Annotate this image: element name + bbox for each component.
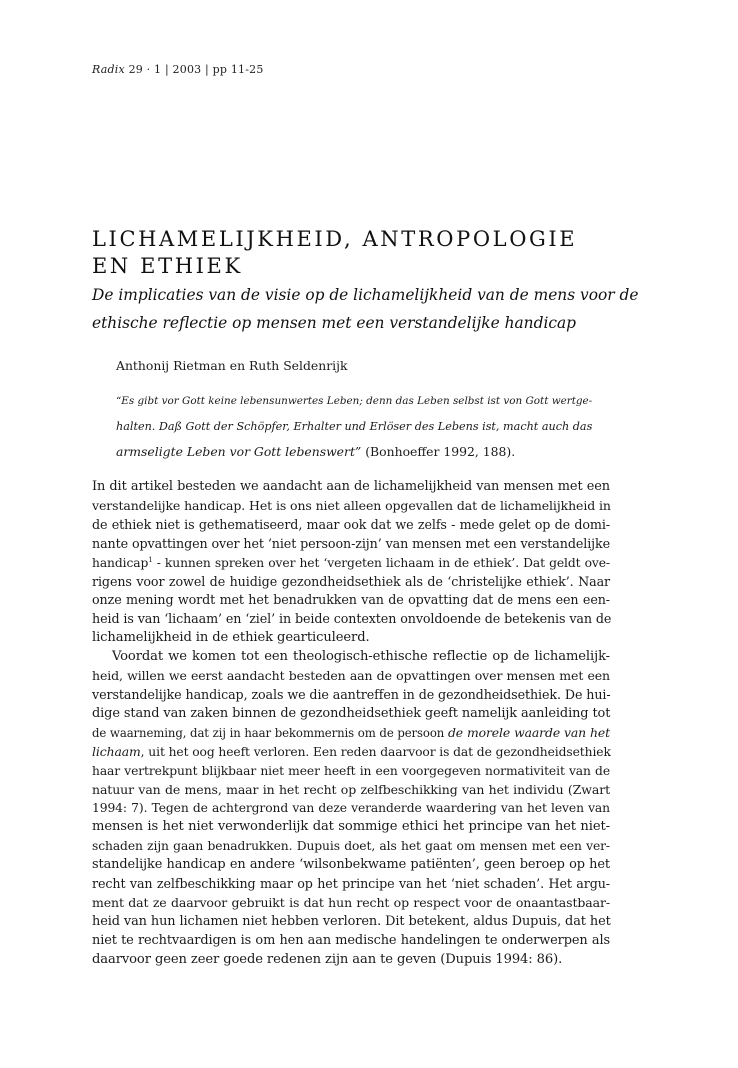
body-line: heid is van ‘lichaam’ en ‘ziel’ in beide contexten onvoldoende de betekenis van de <box>92 611 612 627</box>
body-line <box>92 724 610 743</box>
running-head <box>92 63 264 76</box>
article-title-line-1: LICHAMELIJKHEID, ANTROPOLOGIE <box>92 227 578 251</box>
body-line: standelijke handicap en andere ‘wilsonbekwame patiënten’, geen beroep op het <box>92 857 610 873</box>
epigraph-line: “Es gibt vor Gott keine lebensunwertes Leben; denn das Leben selbst ist von Gott wertge- <box>116 395 593 407</box>
body-text: - kunnen spreken over het ‘vergeten lichaam in de ethiek’. Dat geldt ove- <box>152 555 610 570</box>
epigraph-citation: (Bonhoeffer 1992, 188). <box>361 444 516 459</box>
body-line: verstandelijke handicap. Het is ons niet alleen opgevallen dat de lichamelijkheid in <box>92 497 611 513</box>
body-line: natuur van de mens, maar in het recht op zelfbeschikking van het individu (Zwart <box>92 781 610 797</box>
body-line: Voordat we komen tot een theologisch-ethische reflectie op de lichamelijk- <box>112 649 610 665</box>
body-line: rigens voor zowel de huidige gezondheidsethiek als de ‘christelijke ethiek’. Naar <box>92 573 610 589</box>
body-line: mensen is het niet verwonderlijk dat sommige ethici het principe van het niet- <box>92 819 610 835</box>
epigraph-line: halten. Daß Gott der Schöpfer, Erhalter und Erlöser des Lebens ist, macht auch das <box>116 420 593 433</box>
body-line: schaden zijn gaan benadrukken. Dupuis doet, als het gaat om mensen met een ver- <box>92 839 610 854</box>
body-line: niet te rechtvaardigen is om hen aan medische handelingen te onderwerpen als <box>92 932 610 948</box>
footnote-reference[interactable]: 1 <box>148 555 153 564</box>
body-line: lichamelijkheid in de ethiek gearticuleerd. <box>92 630 370 646</box>
authors: Anthonij Rietman en Ruth Seldenrijk <box>116 358 348 373</box>
body-line: 1994: 7). Tegen de achtergrond van deze veranderde waardering van het leven van <box>92 801 610 816</box>
body-line: ment dat ze daarvoor gebruikt is dat hun recht op respect voor de onaantastbaar- <box>92 894 610 910</box>
body-line: haar vertrekpunt blijkbaar niet meer heeft in een voorgegeven normativiteit van de <box>92 763 610 778</box>
body-line: daarvoor geen zeer goede redenen zijn aan te geven (Dupuis 1994: 86). <box>92 951 563 967</box>
emphasis-text: lichaam <box>92 743 141 759</box>
epigraph <box>116 389 592 464</box>
body-line: dige stand van zaken binnen de gezondheidsethiek geeft namelijk aanleiding tot <box>92 705 611 721</box>
emphasis-text: de morele waarde van het <box>447 724 610 740</box>
body-line: de ethiek niet is gethematiseerd, maar ook dat we zelfs - mede gelet op de domi- <box>92 516 610 532</box>
epigraph-line <box>116 439 592 464</box>
body-line: nante opvattingen over het ‘niet persoon-zijn’ van mensen met een verstandelijke <box>92 535 611 551</box>
body-line: In dit artikel besteden we aandacht aan de lichamelijkheid van mensen met een <box>92 479 610 494</box>
journal-issue: 29 · 1 | 2003 | pp 11-25 <box>128 63 264 76</box>
article-subtitle-line-1: De implicaties van de visie op de lichamelijkheid van de mens voor de <box>92 286 639 304</box>
journal-name: Radix <box>92 63 125 76</box>
body-text: , uit het oog heeft verloren. Een reden daarvoor is dat de gezondheidsethiek <box>140 744 611 759</box>
body-line <box>92 743 610 762</box>
article-subtitle-line-2: ethische reflectie op mensen met een verstandelijke handicap <box>92 314 577 332</box>
article-title-line-2: EN ETHIEK <box>92 254 243 278</box>
body-line: heid, willen we eerst aandacht besteden aan de opvattingen over mensen met een <box>92 668 610 684</box>
body-line <box>92 554 610 573</box>
body-line: recht van zelfbeschikking maar op het principe van het ‘niet schaden’. Het argu- <box>92 876 610 892</box>
article-body <box>92 478 610 970</box>
body-text: handicap <box>92 555 149 570</box>
body-line: onze mening wordt met het benadrukken van de opvatting dat de mens een een- <box>92 592 610 608</box>
body-line: heid van hun lichamen niet hebben verloren. Dit betekent, aldus Dupuis, dat het <box>92 913 611 929</box>
article-header <box>92 226 652 337</box>
epigraph-text: armseligte Leben vor Gott lebenswert” <box>116 444 362 459</box>
body-line: verstandelijke handicap, zoals we die aantreffen in de gezondheidsethiek. De hui- <box>92 686 611 702</box>
body-text: de waarneming, dat zij in haar bekommernis om de persoon <box>92 725 448 740</box>
